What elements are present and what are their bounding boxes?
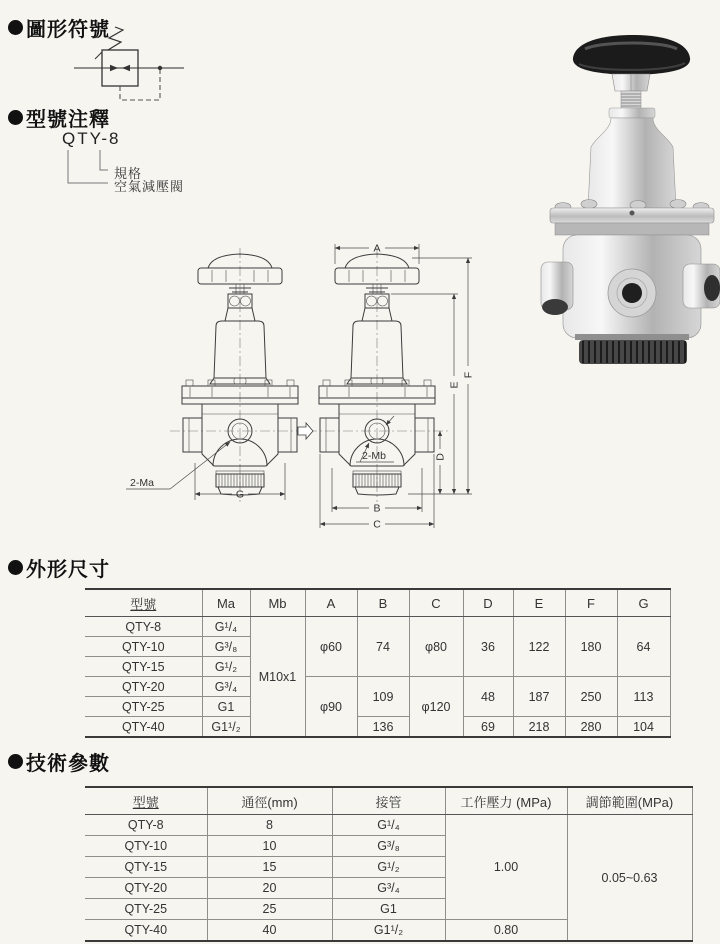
table-row [85,677,670,697]
front-view-drawing [126,248,310,502]
cell-pressure: 0.80 [445,920,567,942]
cell-ma: G³/₄ [202,677,250,697]
dim-label-g: G [235,488,245,501]
cell-g: 113 [617,677,670,717]
section-outline-dimensions [8,553,110,582]
cell-model: QTY-40 [85,717,202,738]
port-label-ma: 2-Ma [130,477,154,489]
flow-direction-arrow [298,423,313,439]
section-title: 圖形符號 [26,19,110,41]
cell-e: 218 [513,717,565,738]
cell-bore: 15 [207,857,332,878]
dim-label-b: B [373,502,381,515]
cell-bore: 25 [207,899,332,920]
cell-g: 64 [617,617,670,677]
cell-model: QTY-20 [85,878,207,899]
cell-ma: G1¹/₂ [202,717,250,738]
bonnet [588,118,676,208]
col-header-c: C [409,589,463,617]
table-row [85,717,670,738]
technical-parameters-table [85,786,693,942]
cell-pipe: G¹/₂ [332,857,445,878]
cell-a: φ60 [305,617,357,677]
pneumatic-regulator-symbol [72,26,192,111]
cell-e: 122 [513,617,565,677]
cell-ma: G³/₈ [202,637,250,657]
cell-d: 36 [463,617,513,677]
cell-model: QTY-15 [85,857,207,878]
cell-c: φ120 [409,677,463,738]
valve-type-callout: 空氣減壓閥 [114,179,185,194]
cell-f: 250 [565,677,617,717]
table-row [85,815,692,836]
cell-bore: 8 [207,815,332,836]
cell-model: QTY-25 [85,899,207,920]
cell-model: QTY-8 [85,815,207,836]
cell-ma: G¹/₄ [202,617,250,637]
cell-e: 187 [513,677,565,717]
dim-label-a: A [373,242,381,255]
cell-d: 48 [463,677,513,717]
col-header-model: 型號 [85,589,202,617]
col-header-b: B [357,589,409,617]
col-header-a: A [305,589,357,617]
dim-label-c: C [373,518,381,531]
outline-dimensions-table [85,588,671,738]
bullet-icon [8,560,23,575]
cell-model: QTY-20 [85,677,202,697]
col-header-g: G [617,589,670,617]
cell-model: QTY-15 [85,657,202,677]
cell-range: 0.05~0.63 [567,815,692,942]
bullet-icon [8,110,23,125]
table-header-row [85,589,670,617]
cell-b: 109 [357,677,409,717]
cell-bore: 10 [207,836,332,857]
col-header-range: 調節範圍(MPa) [567,787,692,815]
section-title: 技術參數 [26,753,110,775]
cell-b: 136 [357,717,409,738]
cell-a: φ90 [305,677,357,738]
col-header-mb: Mb [250,589,305,617]
col-header-f: F [565,589,617,617]
cell-pipe: G1 [332,899,445,920]
section-title: 型號注釋 [26,109,110,131]
cell-f: 180 [565,617,617,677]
bullet-icon [8,20,23,35]
cell-f: 280 [565,717,617,738]
cell-pipe: G³/₄ [332,878,445,899]
cell-g: 104 [617,717,670,738]
col-header-d: D [463,589,513,617]
cell-pipe: G³/₈ [332,836,445,857]
col-header-bore: 通徑(mm) [207,787,332,815]
cell-model: QTY-10 [85,637,202,657]
cell-c: φ80 [409,617,463,677]
section-title: 外形尺寸 [26,559,110,581]
dim-label-e: E [448,381,461,389]
cell-mb: M10x1 [250,617,305,738]
col-header-model: 型號 [85,787,207,815]
cell-d: 69 [463,717,513,738]
cell-ma: G1 [202,697,250,717]
cell-b: 74 [357,617,409,677]
model-code: QTY-8 [62,129,121,148]
table-row [85,617,670,637]
spec-callout: 規格 [114,166,143,181]
cell-pipe: G1¹/₂ [332,920,445,942]
cell-model: QTY-25 [85,697,202,717]
side-view-drawing [298,243,475,531]
dimension-drawings [120,228,520,548]
port-label-mb: 2-Mb [362,450,386,462]
cell-model: QTY-8 [85,617,202,637]
col-header-ma: Ma [202,589,250,617]
cell-model: QTY-40 [85,920,207,942]
cell-bore: 40 [207,920,332,942]
cell-pipe: G¹/₄ [332,815,445,836]
cell-ma: G¹/₂ [202,657,250,677]
dim-label-f: F [462,371,475,379]
cell-model: QTY-10 [85,836,207,857]
section-technical-parameters [8,747,110,776]
bullet-icon [8,754,23,769]
cell-pressure: 1.00 [445,815,567,920]
col-header-e: E [513,589,565,617]
table-header-row [85,787,692,815]
col-header-pressure: 工作壓力 (MPa) [445,787,567,815]
dim-label-d: D [434,453,447,461]
col-header-pipe: 接管 [332,787,445,815]
cell-bore: 20 [207,878,332,899]
